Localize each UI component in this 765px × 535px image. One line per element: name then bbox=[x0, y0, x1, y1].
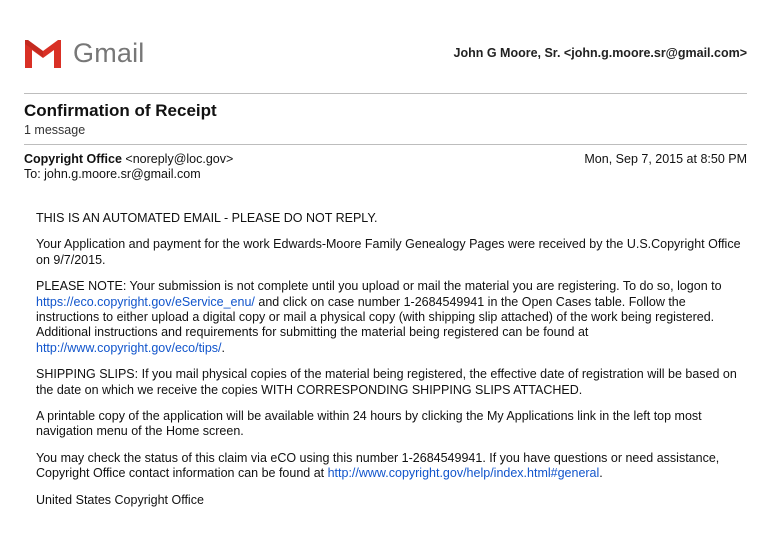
message-divider bbox=[24, 144, 747, 145]
please-note-text-3: . bbox=[221, 340, 225, 355]
please-note-text-1: PLEASE NOTE: Your submission is not complete until you upload or mail the material you are registering. To do so, logon to bbox=[36, 279, 722, 294]
body-paragraph-printable-copy: A printable copy of the application will be available within 24 hours by clicking the My Applications link in the left top most navigation menu of the Home screen. bbox=[36, 409, 702, 439]
sender-email: <noreply@loc.gov> bbox=[125, 152, 234, 166]
body-paragraph-application: Your Application and payment for the work Edwards-Moore Family Genealogy Pages were received by the U.S.Copyright Office on 9/7/2015. bbox=[36, 237, 741, 267]
sender-name: Copyright Office bbox=[24, 152, 122, 166]
message-sender bbox=[24, 152, 233, 166]
body-paragraph-please-note bbox=[36, 279, 742, 356]
gmail-logo[interactable] bbox=[22, 36, 145, 70]
gmail-envelope-icon bbox=[22, 38, 64, 68]
body-paragraph-status bbox=[36, 451, 742, 482]
message-count: 1 message bbox=[24, 123, 86, 137]
eco-service-link[interactable]: https://eco.copyright.gov/eService_enu/ bbox=[36, 294, 255, 309]
eco-tips-link[interactable]: http://www.copyright.gov/eco/tips/ bbox=[36, 340, 222, 355]
body-paragraph-shipping-slips: SHIPPING SLIPS: If you mail physical copies of the material being registered, the effective date of registration will be based on the date on which we receive the copies WITH CORRESPONDING SHIPPING SLIPS ATTACHED. bbox=[36, 367, 737, 397]
body-signature: United States Copyright Office bbox=[36, 492, 204, 507]
recipient-line: To: john.g.moore.sr@gmail.com bbox=[24, 167, 201, 181]
account-label: John G Moore, Sr. <john.g.moore.sr@gmail.com> bbox=[453, 46, 747, 60]
please-note-text-2: and click on case number 1-2684549941 in the Open Cases table. Follow the instructions to either upload a digital copy or mail a physical copy (with shipping slip attached) of the work being registered. Additional instructions and requirements for submitting the material being registered can be found at bbox=[36, 294, 715, 340]
gmail-logo-text: Gmail bbox=[73, 38, 145, 68]
message-date: Mon, Sep 7, 2015 at 8:50 PM bbox=[584, 152, 747, 166]
header-divider bbox=[24, 93, 747, 94]
status-text-1: You may check the status of this claim via eCO using this number 1-2684549941. If you have questions or need assistance, Copyright Office contact information can be found at bbox=[36, 450, 720, 481]
status-text-2: . bbox=[599, 466, 603, 481]
message-body bbox=[36, 211, 742, 519]
thread-subject: Confirmation of Receipt bbox=[24, 101, 217, 120]
help-contact-link[interactable]: http://www.copyright.gov/help/index.html#general bbox=[327, 466, 600, 481]
body-paragraph-automated: THIS IS AN AUTOMATED EMAIL - PLEASE DO NOT REPLY. bbox=[36, 211, 378, 225]
